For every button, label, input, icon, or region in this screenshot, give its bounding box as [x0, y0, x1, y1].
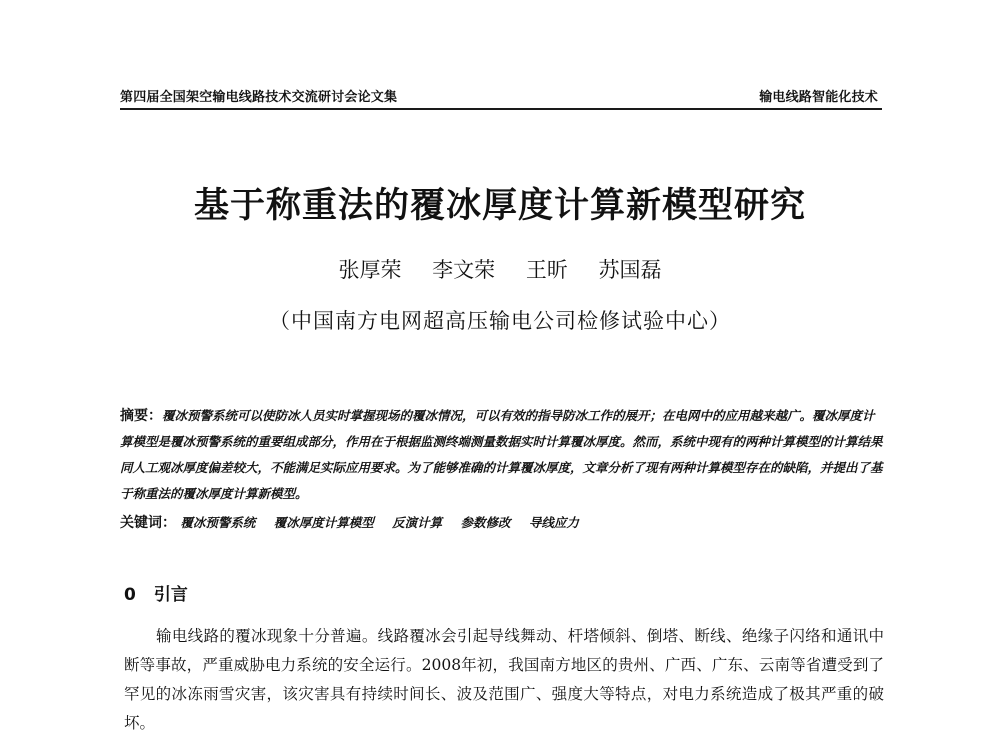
author-name: 苏国磊	[598, 258, 662, 282]
keyword: 导线应力	[528, 515, 579, 530]
section-heading	[124, 580, 188, 605]
keywords-label: 关键词：	[120, 515, 176, 531]
section-title: 引言	[153, 585, 188, 605]
keyword: 反演计算	[392, 515, 443, 530]
keywords	[120, 512, 884, 532]
keyword: 覆冰厚度计算模型	[273, 515, 374, 530]
author-name: 李文荣	[432, 258, 496, 282]
keyword: 参数修改	[460, 515, 511, 530]
paper-title: 基于称重法的覆冰厚度计算新模型研究	[193, 186, 806, 226]
author-name: 张厚荣	[338, 258, 402, 282]
running-header	[120, 84, 882, 110]
section-category: 输电线路智能化技术	[759, 90, 878, 105]
abstract-text: 覆冰预警系统可以使防冰人员实时掌握现场的覆冰情况，可以有效的指导防冰工作的展开；在电网中的应用越来越广。覆冰厚度计算模型是覆冰预警系统的重要组成部分，作用在于根据监测终端测量数据实时计算覆冰厚度。然而，系统中现有的两种计算模型的计算结果同人工观冰厚度偏差较大，不能满足实际应用要求。为了能够准确的计算覆冰厚度，文章分析了现有两种计算模型存在的缺陷，并提出了基于称重法的覆冰厚度计算新模型。	[120, 408, 883, 501]
author-list	[0, 254, 1000, 284]
affiliation: （中国南方电网超高压输电公司检修试验中心）	[269, 309, 731, 333]
body-paragraph: 输电线路的覆冰现象十分普遍。线路覆冰会引起导线舞动、杆塔倾斜、倒塔、断线、绝缘子闪络和通讯中断等事故，严重威胁电力系统的安全运行。2008年初，我国南方地区的贵州、广西、广东、云南等省遭受到了罕见的冰冻雨雪灾害，该灾害具有持续时间长、波及范围广、强度大等特点，对电力系统造成了极其严重的破坏。	[124, 627, 884, 732]
author-name: 王昕	[525, 258, 568, 282]
section-number: 0	[124, 585, 136, 605]
abstract	[120, 403, 884, 507]
proceedings-title: 第四届全国架空输电线路技术交流研讨会论文集	[120, 90, 398, 105]
keyword: 覆冰预警系统	[180, 515, 256, 530]
abstract-label: 摘要：	[120, 408, 162, 424]
